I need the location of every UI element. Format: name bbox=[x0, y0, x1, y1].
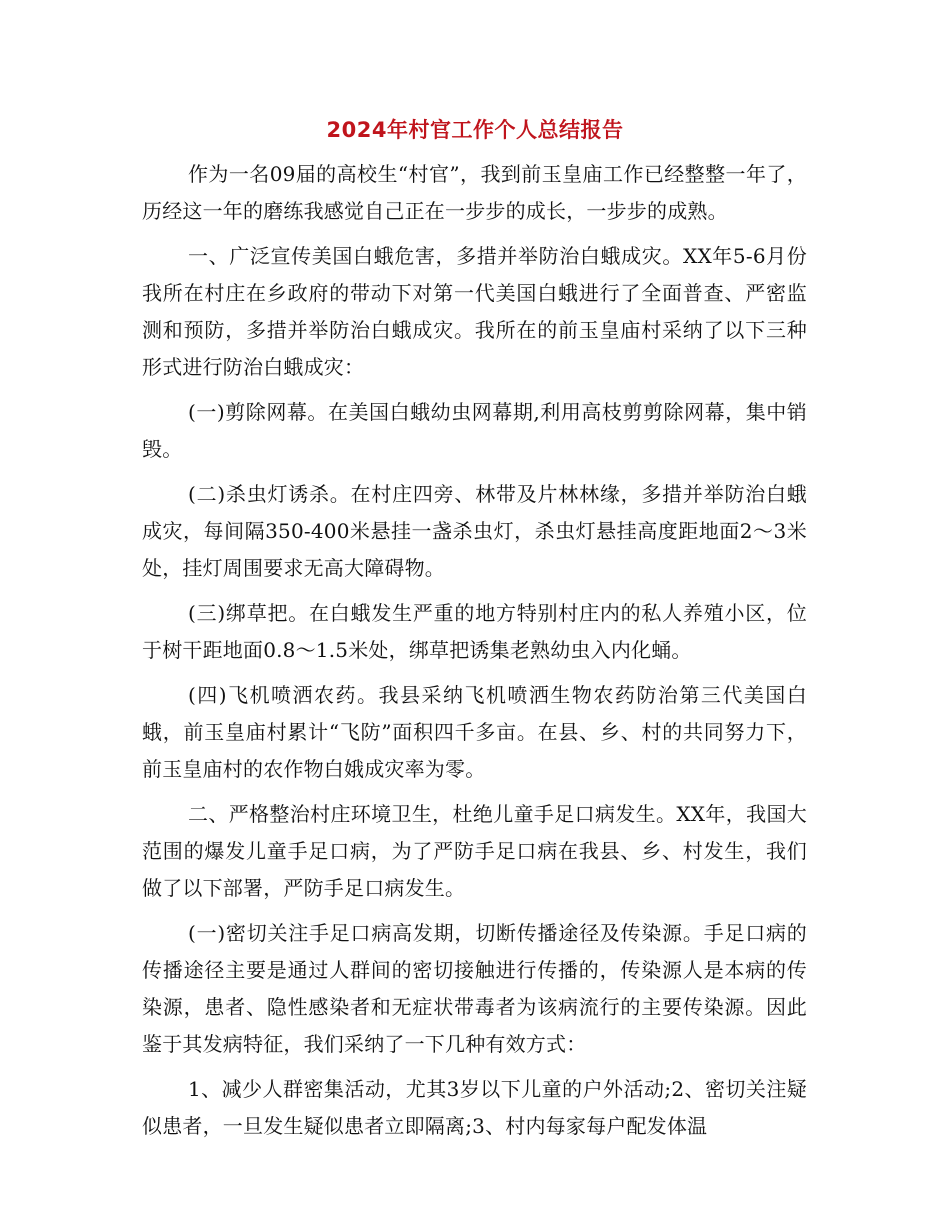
paragraph-item-2-1: (一)密切关注手足口病高发期，切断传播途径及传染源。手足口病的传播途径主要是通过人群间的密切接触进行传播的，传染源人是本病的传染源，患者、隐性感染者和无症状带毒者为该病流行的主要传染源。因此鉴于其发病特征，我们采纳了一下几种有效方式： bbox=[142, 921, 807, 1056]
document-title: 2024年村官工作个人总结报告 bbox=[326, 118, 624, 142]
paragraph-section-2: 二、严格整治村庄环境卫生，杜绝儿童手足口病发生。XX年，我国大范围的爆发儿童手足口病，为了严防手足口病在我县、乡、村发生，我们做了以下部署，严防手足口病发生。 bbox=[142, 802, 807, 900]
paragraph-item-1-4: (四)飞机喷洒农药。我县采纳飞机喷洒生物农药防治第三代美国白蛾，前玉皇庙村累计“飞防”面积四千多亩。在县、乡、村的共同努力下，前玉皇庙村的农作物白娥成灾率为零。 bbox=[142, 683, 807, 781]
paragraph-item-1-2: (二)杀虫灯诱杀。在村庄四旁、林带及片林林缘，多措并举防治白蛾成灾，每间隔350-400米悬挂一盏杀虫灯，杀虫灯悬挂高度距地面2～3米处，挂灯周围要求无高大障碍物。 bbox=[142, 482, 807, 580]
paragraph-intro: 作为一名09届的高校生“村官”，我到前玉皇庙工作已经整整一年了，历经这一年的磨练我感觉自己正在一步步的成长，一步步的成熟。 bbox=[142, 162, 807, 223]
paragraph-item-1-1: (一)剪除网幕。在美国白蛾幼虫网幕期,利用高枝剪剪除网幕，集中销毁。 bbox=[142, 400, 807, 461]
paragraph-section-1: 一、广泛宣传美国白蛾危害，多措并举防治白蛾成灾。XX年5-6月份我所在村庄在乡政府的带动下对第一代美国白蛾进行了全面普查、严密监测和预防，多措并举防治白蛾成灾。我所在的前玉皇庙村采纳了以下三种形式进行防治白蛾成灾： bbox=[142, 244, 807, 379]
paragraph-measures: 1、减少人群密集活动，尤其3岁以下儿童的户外活动;2、密切关注疑似患者，一旦发生疑似患者立即隔离;3、村内每家每户配发体温 bbox=[142, 1077, 807, 1138]
document-body bbox=[142, 156, 807, 1153]
paragraph-item-1-3: (三)绑草把。在白蛾发生严重的地方特别村庄内的私人养殖小区，位于树干距地面0.8～1.5米处，绑草把诱集老熟幼虫入内化蛹。 bbox=[142, 601, 807, 662]
